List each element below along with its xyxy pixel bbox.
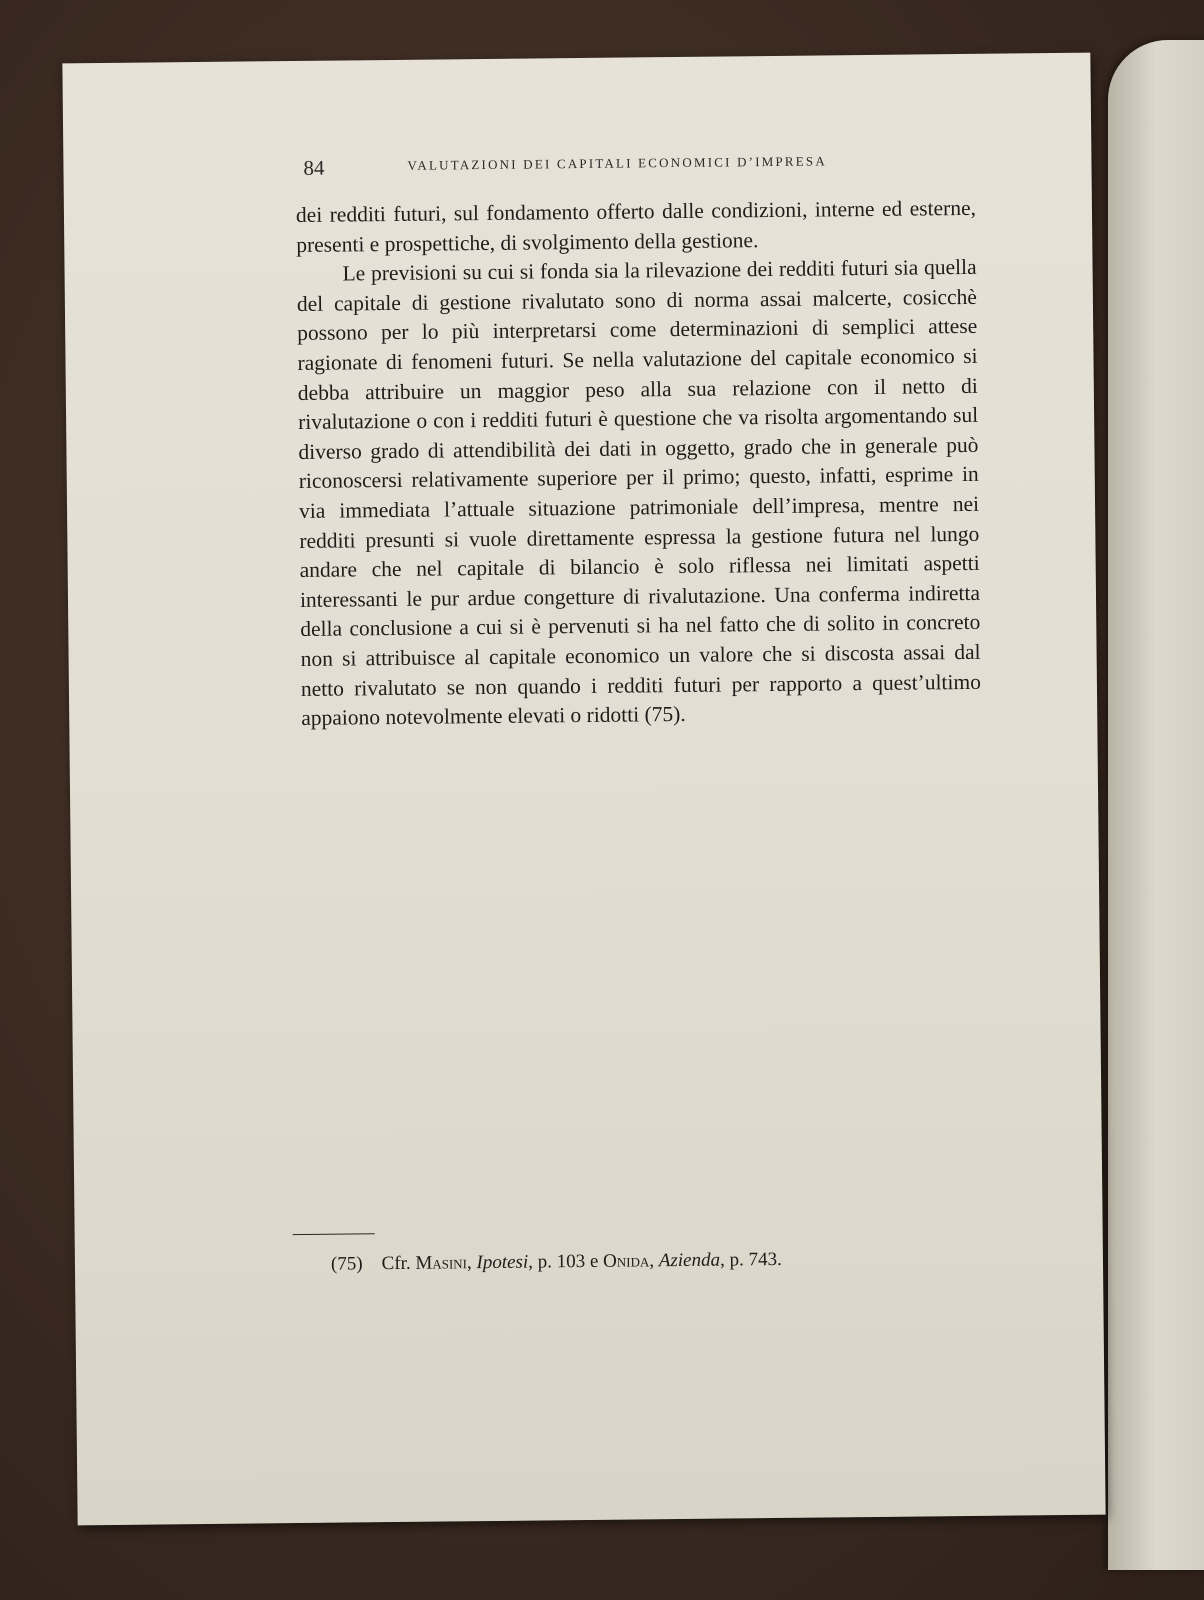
book-page bbox=[62, 53, 1105, 1526]
footnote-work-ipotesi: Ipotesi bbox=[476, 1251, 529, 1274]
footnote-cfr: Cfr. bbox=[381, 1252, 411, 1275]
footnote-marker: (75) bbox=[330, 1253, 363, 1275]
facing-page-edge bbox=[1108, 40, 1204, 1570]
footnote-ref-1: , p. 103 e bbox=[528, 1250, 599, 1273]
footnote-author-onida: Onida, bbox=[602, 1250, 655, 1272]
footnote-work-azienda: Azienda bbox=[658, 1249, 721, 1272]
footnote-rule bbox=[293, 1233, 375, 1235]
footnote-author-masini: Masini, bbox=[415, 1252, 472, 1274]
footnote-ref-2: , p. 743. bbox=[719, 1248, 782, 1271]
paragraph-1: dei redditi futuri, sul fondamento offerto dalle condizioni, interne ed esterne, presenti e prospettiche, di svolgimento della gestione. bbox=[295, 195, 977, 257]
page-header bbox=[303, 150, 863, 186]
page-number: 84 bbox=[303, 155, 325, 180]
running-head: VALUTAZIONI DEI CAPITALI ECONOMICI D’IMPRESA bbox=[407, 153, 827, 173]
paragraph-2: Le previsioni su cui si fonda sia la rilevazione dei redditi futuri sia quella del capitale di gestione rivalutato sono di norma assai malcerte, cosicchè possono per lo più interpretarsi come determinazioni di semplici attese ragionate di fenomeni futuri. Se nella valutazione del capitale economico si debba attribuire un maggior peso alla sua relazione con il netto di rivalutazione o con i redditi futuri è questione che va risolta argomentando sul diverso grado di attendibilità dei dati in oggetto, grado che in generale può riconoscersi relativamente superiore per il primo; questo, infatti, esprime in via immediata l’attuale situazione patrimoniale dell’impresa, mentre nei redditi presunti si vuole direttamente espressa la gestione futura nel lungo andare che nel capitale di bilancio è solo riflessa nei limitati aspetti interessanti le pur ardue congetture di rivalutazione. Una conferma indiretta della conclusione a cui si è pervenuti si ha nel fatto che di solito in concreto non si attribuisce al capitale economico un valore che si discosta assai dal netto rivalutato se non quando i redditi futuri per rapporto a quest’ultimo appaiono notevolmente elevati o ridotti (75). bbox=[296, 255, 982, 731]
body-text bbox=[296, 194, 982, 734]
footnote-75 bbox=[331, 1247, 971, 1276]
